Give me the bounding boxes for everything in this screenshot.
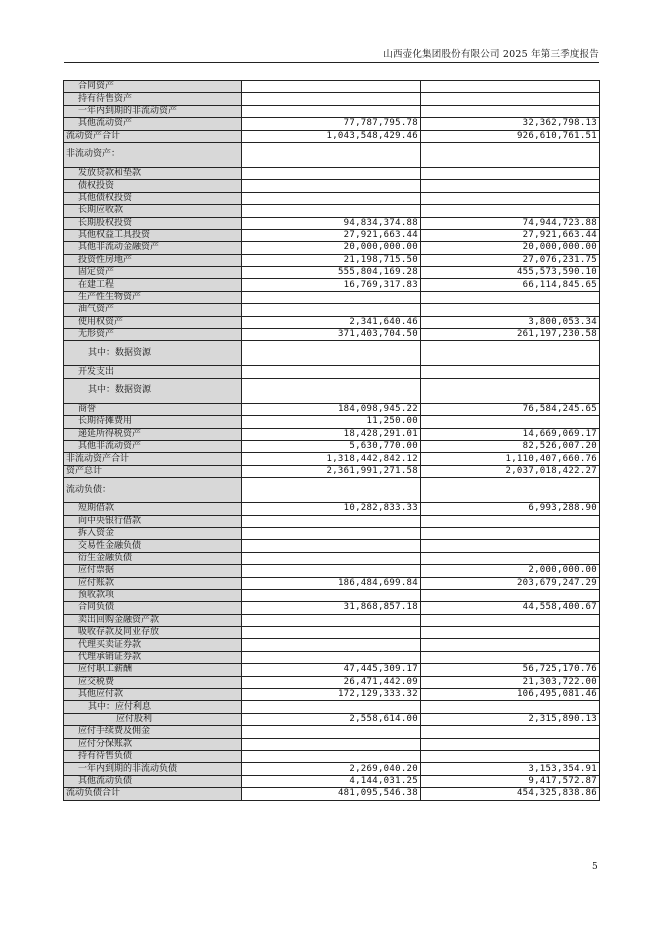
row-label: 其他非流动资产 [64, 440, 242, 452]
row-label: 其中：数据资源 [64, 378, 242, 403]
row-label: 其他流动负债 [64, 775, 242, 787]
period-end-value [242, 701, 421, 713]
period-end-value: 555,804,169.28 [242, 267, 421, 279]
period-start-value [421, 540, 600, 552]
table-row [64, 316, 600, 328]
row-label: 应付职工薪酬 [64, 664, 242, 676]
period-start-value: 20,000,000.00 [421, 242, 600, 254]
period-end-value [242, 205, 421, 217]
period-start-value [421, 81, 600, 93]
row-label: 发放贷款和垫款 [64, 167, 242, 179]
period-end-value: 26,471,442.09 [242, 676, 421, 688]
row-label: 使用权资产 [64, 316, 242, 328]
period-end-value: 77,787,795.78 [242, 118, 421, 130]
table-row [64, 664, 600, 676]
period-end-value [242, 614, 421, 626]
period-start-value [421, 589, 600, 601]
row-label: 流动负债： [64, 478, 242, 503]
period-start-value [421, 701, 600, 713]
period-start-value: 1,110,407,660.76 [421, 453, 600, 465]
period-end-value [242, 589, 421, 601]
table-row [64, 676, 600, 688]
table-row [64, 403, 600, 415]
period-start-value: 74,944,723.88 [421, 217, 600, 229]
row-label: 固定资产 [64, 267, 242, 279]
period-start-value [421, 614, 600, 626]
period-start-value: 455,573,590.10 [421, 267, 600, 279]
row-label: 其中：数据资源 [64, 341, 242, 366]
period-start-value [421, 105, 600, 117]
row-label: 流动资产合计 [64, 130, 242, 142]
period-end-value [242, 304, 421, 316]
row-label: 合同负债 [64, 602, 242, 614]
table-row [64, 788, 600, 800]
period-end-value: 2,361,991,271.58 [242, 465, 421, 477]
row-label: 代理承销证券款 [64, 651, 242, 663]
table-row [64, 540, 600, 552]
period-start-value [421, 416, 600, 428]
row-label: 其中：应付利息 [64, 701, 242, 713]
period-start-value: 66,114,845.65 [421, 279, 600, 291]
table-row [64, 105, 600, 117]
row-label: 交易性金融负债 [64, 540, 242, 552]
period-start-value [421, 341, 600, 366]
period-end-value [242, 378, 421, 403]
table-row [64, 577, 600, 589]
row-label: 持有待售资产 [64, 93, 242, 105]
table-row [64, 689, 600, 701]
period-start-value [421, 167, 600, 179]
period-end-value [242, 565, 421, 577]
row-label: 拆入资金 [64, 527, 242, 539]
table-row [64, 589, 600, 601]
table-row [64, 713, 600, 725]
balance-sheet-table [63, 80, 600, 801]
row-label: 长期股权投资 [64, 217, 242, 229]
period-start-value: 261,197,230.58 [421, 329, 600, 341]
period-start-value [421, 304, 600, 316]
row-label: 应付票据 [64, 565, 242, 577]
period-end-value [242, 167, 421, 179]
table-row [64, 726, 600, 738]
period-start-value: 6,993,288.90 [421, 503, 600, 515]
row-label: 递延所得税资产 [64, 428, 242, 440]
table-row [64, 478, 600, 503]
table-row [64, 775, 600, 787]
row-label: 吸收存款及同业存放 [64, 627, 242, 639]
period-start-value: 21,303,722.00 [421, 676, 600, 688]
period-end-value [242, 341, 421, 366]
period-end-value [242, 142, 421, 167]
period-start-value: 27,921,663.44 [421, 229, 600, 241]
table-row [64, 329, 600, 341]
row-label: 其他非流动金融资产 [64, 242, 242, 254]
period-end-value: 20,000,000.00 [242, 242, 421, 254]
table-row [64, 428, 600, 440]
table-row [64, 701, 600, 713]
table-row [64, 142, 600, 167]
period-start-value [421, 478, 600, 503]
table-row [64, 192, 600, 204]
table-row [64, 279, 600, 291]
row-label: 资产总计 [64, 465, 242, 477]
table-row [64, 453, 600, 465]
row-label: 商誉 [64, 403, 242, 415]
table-row [64, 763, 600, 775]
period-start-value [421, 515, 600, 527]
table-row [64, 242, 600, 254]
table-row [64, 229, 600, 241]
period-end-value [242, 180, 421, 192]
row-label: 应付股利 [64, 713, 242, 725]
row-label: 开发支出 [64, 366, 242, 378]
row-label: 合同资产 [64, 81, 242, 93]
period-start-value: 454,325,838.86 [421, 788, 600, 800]
period-start-value [421, 738, 600, 750]
table-row [64, 527, 600, 539]
table-row [64, 378, 600, 403]
period-end-value [242, 105, 421, 117]
period-end-value [242, 738, 421, 750]
table-row [64, 552, 600, 564]
period-end-value: 4,144,031.25 [242, 775, 421, 787]
table-row [64, 254, 600, 266]
period-end-value: 184,098,945.22 [242, 403, 421, 415]
row-label: 油气资产 [64, 304, 242, 316]
table-row [64, 565, 600, 577]
row-label: 短期借款 [64, 503, 242, 515]
period-end-value [242, 478, 421, 503]
row-label: 应付手续费及佣金 [64, 726, 242, 738]
period-end-value [242, 651, 421, 663]
period-start-value [421, 527, 600, 539]
period-end-value [242, 726, 421, 738]
table-row [64, 639, 600, 651]
period-start-value [421, 651, 600, 663]
table-row [64, 167, 600, 179]
period-end-value: 31,868,857.18 [242, 602, 421, 614]
table-row [64, 503, 600, 515]
period-start-value: 82,526,007.20 [421, 440, 600, 452]
row-label: 在建工程 [64, 279, 242, 291]
period-end-value: 2,269,040.20 [242, 763, 421, 775]
period-start-value: 14,669,069.17 [421, 428, 600, 440]
period-end-value [242, 192, 421, 204]
row-label: 应付分保账款 [64, 738, 242, 750]
period-end-value: 16,769,317.83 [242, 279, 421, 291]
period-start-value: 44,558,400.67 [421, 602, 600, 614]
period-end-value: 94,834,374.88 [242, 217, 421, 229]
row-label: 其他应付款 [64, 689, 242, 701]
row-label: 其他债权投资 [64, 192, 242, 204]
row-label: 预收款项 [64, 589, 242, 601]
period-end-value: 1,318,442,842.12 [242, 453, 421, 465]
period-start-value [421, 192, 600, 204]
row-label: 投资性房地产 [64, 254, 242, 266]
period-end-value [242, 627, 421, 639]
period-end-value [242, 515, 421, 527]
period-end-value: 186,484,699.84 [242, 577, 421, 589]
table-row [64, 440, 600, 452]
table-row [64, 614, 600, 626]
period-start-value: 27,076,231.75 [421, 254, 600, 266]
table-row [64, 205, 600, 217]
row-label: 债权投资 [64, 180, 242, 192]
row-label: 向中央银行借款 [64, 515, 242, 527]
period-start-value: 3,153,354.91 [421, 763, 600, 775]
period-end-value [242, 81, 421, 93]
table-row [64, 267, 600, 279]
period-end-value: 21,198,715.50 [242, 254, 421, 266]
period-end-value: 481,095,546.38 [242, 788, 421, 800]
table-row [64, 130, 600, 142]
table-row [64, 93, 600, 105]
table-row [64, 465, 600, 477]
table-row [64, 738, 600, 750]
period-end-value [242, 540, 421, 552]
row-label: 非流动资产： [64, 142, 242, 167]
page-number: 5 [592, 862, 598, 872]
table-row [64, 217, 600, 229]
period-start-value [421, 627, 600, 639]
period-end-value: 5,630,770.00 [242, 440, 421, 452]
period-end-value: 1,043,548,429.46 [242, 130, 421, 142]
row-label: 流动负债合计 [64, 788, 242, 800]
table-row [64, 602, 600, 614]
table-row [64, 651, 600, 663]
row-label: 衍生金融负债 [64, 552, 242, 564]
period-end-value [242, 639, 421, 651]
period-end-value: 47,445,309.17 [242, 664, 421, 676]
period-start-value: 106,495,081.46 [421, 689, 600, 701]
period-start-value: 2,000,000.00 [421, 565, 600, 577]
period-start-value: 203,679,247.29 [421, 577, 600, 589]
period-start-value [421, 639, 600, 651]
period-start-value [421, 291, 600, 303]
report-header: 山西壶化集团股份有限公司 2025 年第三季度报告 [383, 49, 599, 60]
row-label: 无形资产 [64, 329, 242, 341]
row-label: 持有待售负债 [64, 750, 242, 762]
period-end-value [242, 552, 421, 564]
table-row [64, 416, 600, 428]
period-end-value: 2,558,614.00 [242, 713, 421, 725]
period-start-value: 3,800,053.34 [421, 316, 600, 328]
period-start-value [421, 726, 600, 738]
table-row [64, 291, 600, 303]
row-label: 其他流动资产 [64, 118, 242, 130]
table-row [64, 366, 600, 378]
period-end-value: 18,428,291.01 [242, 428, 421, 440]
row-label: 长期待摊费用 [64, 416, 242, 428]
row-label: 应交税费 [64, 676, 242, 688]
period-start-value: 2,037,018,422.27 [421, 465, 600, 477]
period-start-value: 926,610,761.51 [421, 130, 600, 142]
row-label: 生产性生物资产 [64, 291, 242, 303]
header-rule [64, 62, 599, 63]
period-start-value [421, 378, 600, 403]
period-end-value: 27,921,663.44 [242, 229, 421, 241]
period-end-value: 371,403,704.50 [242, 329, 421, 341]
row-label: 长期应收款 [64, 205, 242, 217]
table-row [64, 180, 600, 192]
period-start-value: 2,315,890.13 [421, 713, 600, 725]
period-end-value [242, 366, 421, 378]
period-end-value: 172,129,333.32 [242, 689, 421, 701]
row-label: 非流动资产合计 [64, 453, 242, 465]
balance-sheet-body [64, 81, 600, 801]
table-row [64, 341, 600, 366]
table-row [64, 304, 600, 316]
period-start-value [421, 142, 600, 167]
period-end-value: 11,250.00 [242, 416, 421, 428]
row-label: 代理买卖证券款 [64, 639, 242, 651]
row-label: 一年内到期的非流动负债 [64, 763, 242, 775]
row-label: 一年内到期的非流动资产 [64, 105, 242, 117]
table-row [64, 627, 600, 639]
period-end-value [242, 291, 421, 303]
period-start-value: 32,362,798.13 [421, 118, 600, 130]
period-end-value: 10,282,833.33 [242, 503, 421, 515]
period-end-value [242, 527, 421, 539]
row-label: 应付账款 [64, 577, 242, 589]
period-end-value: 2,341,640.46 [242, 316, 421, 328]
period-start-value [421, 180, 600, 192]
period-start-value: 56,725,170.76 [421, 664, 600, 676]
period-start-value [421, 552, 600, 564]
period-start-value [421, 750, 600, 762]
table-row [64, 515, 600, 527]
period-end-value [242, 750, 421, 762]
period-start-value: 9,417,572.87 [421, 775, 600, 787]
table-row [64, 118, 600, 130]
table-row [64, 750, 600, 762]
period-start-value [421, 93, 600, 105]
period-start-value: 76,584,245.65 [421, 403, 600, 415]
row-label: 其他权益工具投资 [64, 229, 242, 241]
period-start-value [421, 366, 600, 378]
table-row [64, 81, 600, 93]
row-label: 卖出回购金融资产款 [64, 614, 242, 626]
period-start-value [421, 205, 600, 217]
period-end-value [242, 93, 421, 105]
